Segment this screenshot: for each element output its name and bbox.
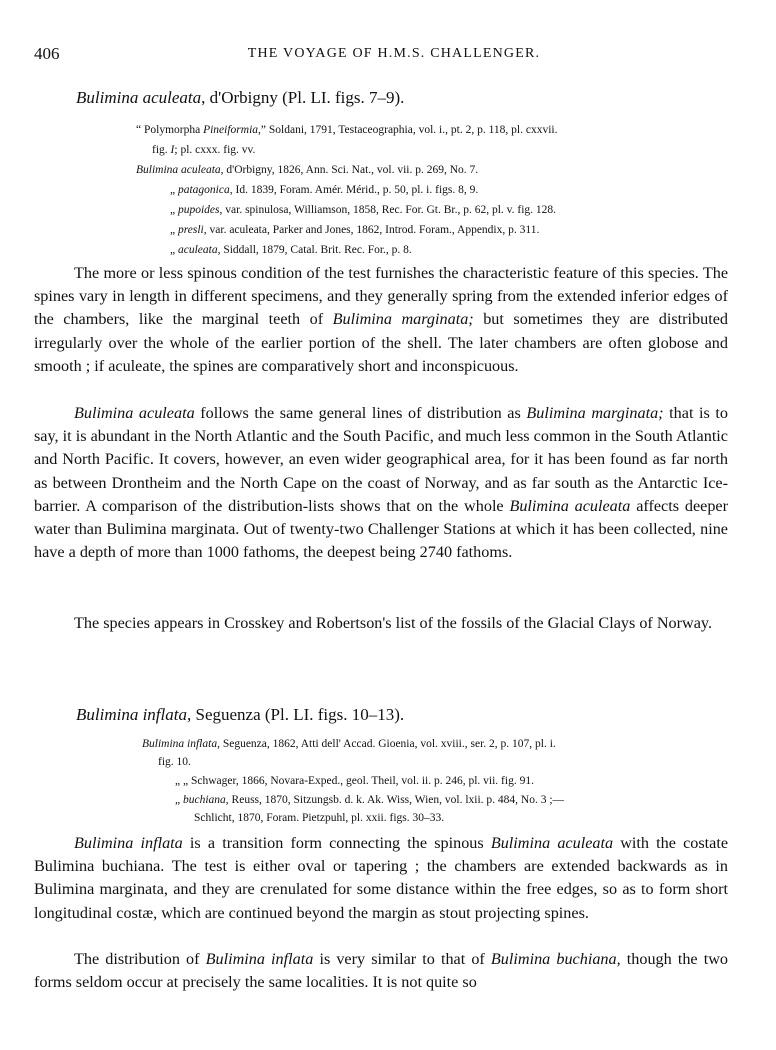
species-heading-aculeata: [76, 88, 404, 108]
body-paragraph: The more or less spinous condition of the test furnishes the characteristic feature of this species. The spines vary in length in different specimens, and they generally spring from the extended inferior edges of the chambers, like the marginal teeth of Bulimina marginata; but sometimes they are distributed irregularly over the whole of the earlier portion of the shell. The later chambers are often globose and smooth ; if aculeate, the spines are comparatively short and inconspicuous.: [34, 264, 728, 375]
page-header: [34, 44, 754, 68]
synonymy-line: fig. 10.: [158, 756, 191, 768]
synonymy-line: „ aculeata, Siddall, 1879, Catal. Brit. Rec. For., p. 8.: [170, 244, 412, 256]
synonymy-line: Schlicht, 1870, Foram. Pietzpuhl, pl. xxii. figs. 30–33.: [194, 812, 445, 824]
body-paragraph: Bulimina aculeata follows the same general lines of distribution as Bulimina marginata; that is to say, it is abundant in the North Atlantic and the South Pacific, and much less common in the South Atlantic and North Pacific. It covers, however, an even wider geographical area, for it has been found as far north as between Drontheim and the North Cape on the coast of Norway, and as far south as the Antarctic Ice-barrier. A comparison of the distribution-lists shows that on the whole Bulimina aculeata affects deeper water than Bulimina marginata. Out of twenty-two Challenger Stations at which it has been collected, nine have a depth of more than 1000 fathoms, the deepest being 2740 fathoms.: [34, 404, 728, 562]
synonymy-line: „ buchiana, Reuss, 1870, Sitzungsb. d. k. Ak. Wiss, Wien, vol. lxii. p. 484, No. 3 ;—: [175, 794, 565, 806]
synonymy-line: Bulimina inflata, Seguenza, 1862, Atti dell' Accad. Gioenia, vol. xviii., ser. 2, p. 107, pl. i.: [142, 738, 556, 750]
species-heading-inflata: [76, 705, 404, 725]
synonymy-line: „ patagonica, Id. 1839, Foram. Amér. Mérid., p. 50, pl. i. figs. 8, 9.: [170, 184, 479, 196]
synonymy-line: „ presli, var. aculeata, Parker and Jones, 1862, Introd. Foram., Appendix, p. 311.: [170, 224, 540, 236]
synonymy-line: fig. I; pl. cxxx. fig. vv.: [152, 144, 256, 156]
page-number: 406: [34, 44, 60, 63]
species-authority: , d'Orbigny (Pl. LI. figs. 7–9).: [201, 88, 405, 107]
species-name: Bulimina aculeata: [76, 88, 202, 107]
body-paragraph: Bulimina inflata is a transition form connecting the spinous Bulimina aculeata with the costate Bulimina buchiana. The test is either oval or tapering ; the chambers are extended backwards as in Bulimina marginata, and they are crenulated for some distance within the free edges, so as to form short longitudinal costæ, which are continued beyond the margin as stout projecting spines.: [34, 834, 729, 922]
synonymy-line: Bulimina aculeata, d'Orbigny, 1826, Ann. Sci. Nat., vol. vii. p. 269, No. 7.: [136, 164, 479, 176]
running-title: THE VOYAGE OF H.M.S. CHALLENGER.: [247, 46, 541, 61]
body-paragraph: The species appears in Crosskey and Robertson's list of the fossils of the Glacial Clays of Norway.: [74, 614, 712, 632]
synonymy-line: “ Polymorpha Pineiformia,” Soldani, 1791, Testaceographia, vol. i., pt. 2, p. 118, pl. cxxvii.: [136, 124, 558, 136]
synonymy-line: „ „ Schwager, 1866, Novara-Exped., geol. Theil, vol. ii. p. 246, pl. vii. fig. 91.: [175, 775, 534, 787]
body-paragraph: The distribution of Bulimina inflata is very similar to that of Bulimina buchiana, though the two forms seldom occur at precisely the same localities. It is not quite so: [34, 950, 728, 992]
synonymy-line: „ pupoides, var. spinulosa, Williamson, 1858, Rec. For. Gt. Br., p. 62, pl. v. fig. 128.: [170, 204, 557, 216]
species-authority: , Seguenza (Pl. LI. figs. 10–13).: [186, 705, 405, 724]
species-name: Bulimina inflata: [76, 705, 187, 724]
